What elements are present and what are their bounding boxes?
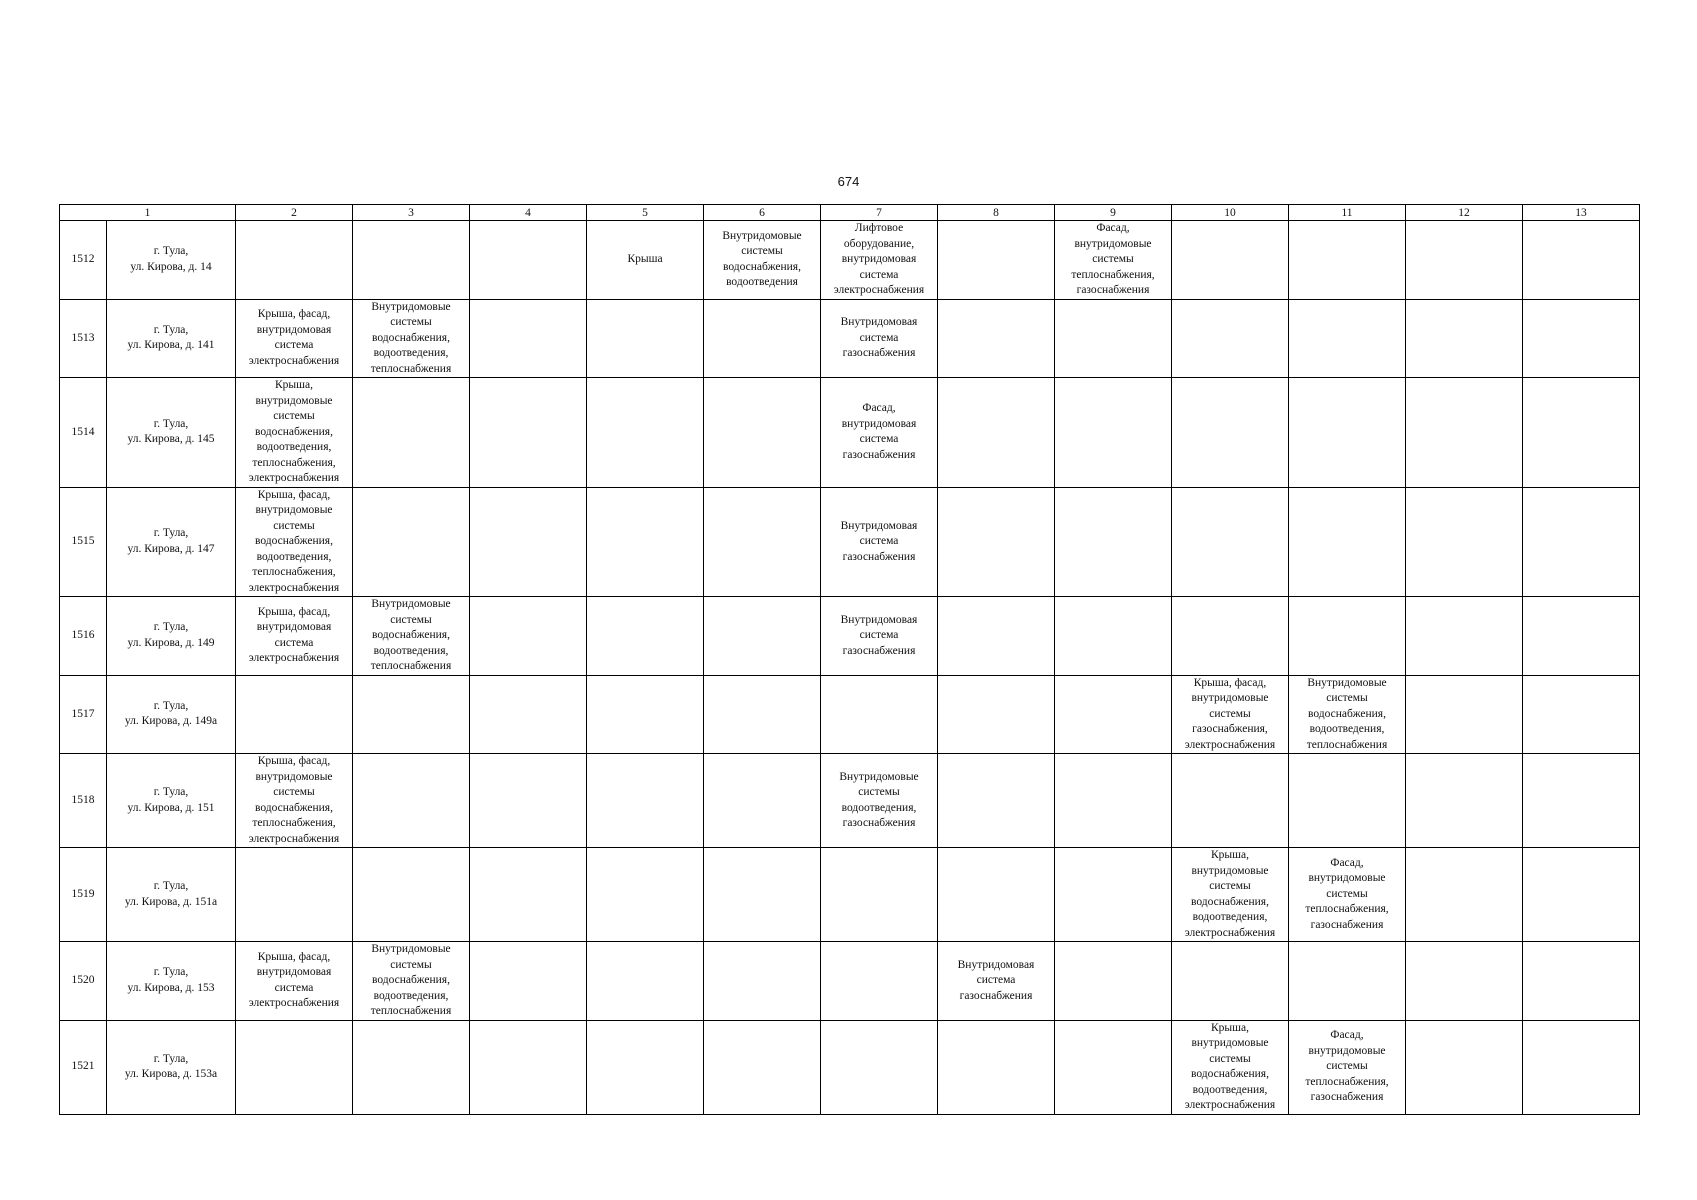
work-cell-col-11 bbox=[1289, 378, 1406, 488]
column-header: 8 bbox=[938, 205, 1055, 221]
column-header: 7 bbox=[821, 205, 938, 221]
header-row bbox=[60, 205, 1640, 221]
table-row bbox=[60, 848, 1640, 942]
work-cell-col-9 bbox=[1055, 848, 1172, 942]
work-cell-col-2: Крыша, фасад, внутридомовые системы водоснабжения, водоотведения, теплоснабжения, электроснабжения bbox=[236, 487, 353, 597]
work-cell-col-11 bbox=[1289, 754, 1406, 848]
work-cell-col-5 bbox=[587, 754, 704, 848]
work-cell-col-9 bbox=[1055, 1020, 1172, 1114]
work-cell-col-5 bbox=[587, 1020, 704, 1114]
address-cell: г. Тула, ул. Кирова, д. 151 bbox=[107, 754, 236, 848]
work-cell-col-13 bbox=[1523, 597, 1640, 676]
work-cell-col-11 bbox=[1289, 597, 1406, 676]
work-cell-col-12 bbox=[1406, 675, 1523, 754]
work-cell-col-2 bbox=[236, 221, 353, 300]
table-row bbox=[60, 754, 1640, 848]
column-header: 13 bbox=[1523, 205, 1640, 221]
work-cell-col-3 bbox=[353, 848, 470, 942]
work-cell-col-7 bbox=[821, 675, 938, 754]
column-header: 5 bbox=[587, 205, 704, 221]
work-cell-col-6: Внутридомовые системы водоснабжения, водоотведения bbox=[704, 221, 821, 300]
work-cell-col-2: Крыша, фасад, внутридомовая система электроснабжения bbox=[236, 597, 353, 676]
column-header: 4 bbox=[470, 205, 587, 221]
work-cell-col-9 bbox=[1055, 754, 1172, 848]
address-cell: г. Тула, ул. Кирова, д. 147 bbox=[107, 487, 236, 597]
work-cell-col-4 bbox=[470, 1020, 587, 1114]
work-cell-col-6 bbox=[704, 1020, 821, 1114]
work-cell-col-13 bbox=[1523, 942, 1640, 1021]
row-number-cell: 1517 bbox=[60, 675, 107, 754]
row-number-cell: 1520 bbox=[60, 942, 107, 1021]
column-header: 10 bbox=[1172, 205, 1289, 221]
work-cell-col-13 bbox=[1523, 299, 1640, 378]
work-cell-col-10 bbox=[1172, 299, 1289, 378]
work-cell-col-7: Лифтовое оборудование, внутридомовая система электроснабжения bbox=[821, 221, 938, 300]
table-row bbox=[60, 378, 1640, 488]
work-cell-col-2: Крыша, фасад, внутридомовая система электроснабжения bbox=[236, 942, 353, 1021]
work-cell-col-8: Внутридомовая система газоснабжения bbox=[938, 942, 1055, 1021]
table-row bbox=[60, 221, 1640, 300]
column-header: 6 bbox=[704, 205, 821, 221]
address-cell: г. Тула, ул. Кирова, д. 141 bbox=[107, 299, 236, 378]
work-cell-col-6 bbox=[704, 848, 821, 942]
work-cell-col-9 bbox=[1055, 942, 1172, 1021]
row-number-cell: 1515 bbox=[60, 487, 107, 597]
row-number-cell: 1521 bbox=[60, 1020, 107, 1114]
work-cell-col-3 bbox=[353, 675, 470, 754]
work-cell-col-8 bbox=[938, 378, 1055, 488]
work-cell-col-2 bbox=[236, 1020, 353, 1114]
address-cell: г. Тула, ул. Кирова, д. 153 bbox=[107, 942, 236, 1021]
work-cell-col-10 bbox=[1172, 597, 1289, 676]
work-cell-col-11 bbox=[1289, 487, 1406, 597]
address-cell: г. Тула, ул. Кирова, д. 151а bbox=[107, 848, 236, 942]
work-cell-col-12 bbox=[1406, 1020, 1523, 1114]
work-cell-col-12 bbox=[1406, 221, 1523, 300]
work-cell-col-12 bbox=[1406, 754, 1523, 848]
work-cell-col-7: Фасад, внутридомовая система газоснабжения bbox=[821, 378, 938, 488]
work-cell-col-6 bbox=[704, 378, 821, 488]
work-cell-col-4 bbox=[470, 487, 587, 597]
work-cell-col-2: Крыша, фасад, внутридомовые системы водоснабжения, теплоснабжения, электроснабжения bbox=[236, 754, 353, 848]
work-cell-col-8 bbox=[938, 675, 1055, 754]
table-row bbox=[60, 942, 1640, 1021]
work-cell-col-12 bbox=[1406, 378, 1523, 488]
row-number-cell: 1518 bbox=[60, 754, 107, 848]
work-cell-col-5 bbox=[587, 675, 704, 754]
work-cell-col-2 bbox=[236, 675, 353, 754]
work-cell-col-13 bbox=[1523, 848, 1640, 942]
table-row bbox=[60, 1020, 1640, 1114]
work-cell-col-9 bbox=[1055, 487, 1172, 597]
row-number-cell: 1514 bbox=[60, 378, 107, 488]
work-cell-col-11 bbox=[1289, 942, 1406, 1021]
work-cell-col-3 bbox=[353, 754, 470, 848]
work-cell-col-5 bbox=[587, 487, 704, 597]
work-cell-col-3 bbox=[353, 221, 470, 300]
table-row bbox=[60, 299, 1640, 378]
work-cell-col-12 bbox=[1406, 942, 1523, 1021]
work-cell-col-10 bbox=[1172, 754, 1289, 848]
work-cell-col-10 bbox=[1172, 221, 1289, 300]
work-cell-col-7: Внутридомовая система газоснабжения bbox=[821, 299, 938, 378]
work-cell-col-2 bbox=[236, 848, 353, 942]
work-cell-col-6 bbox=[704, 942, 821, 1021]
column-header: 9 bbox=[1055, 205, 1172, 221]
work-cell-col-13 bbox=[1523, 1020, 1640, 1114]
work-cell-col-8 bbox=[938, 221, 1055, 300]
address-cell: г. Тула, ул. Кирова, д. 149 bbox=[107, 597, 236, 676]
work-cell-col-5 bbox=[587, 378, 704, 488]
work-cell-col-7: Внутридомовая система газоснабжения bbox=[821, 597, 938, 676]
work-cell-col-4 bbox=[470, 378, 587, 488]
work-cell-col-7 bbox=[821, 1020, 938, 1114]
work-cell-col-8 bbox=[938, 754, 1055, 848]
row-number-cell: 1513 bbox=[60, 299, 107, 378]
work-cell-col-12 bbox=[1406, 299, 1523, 378]
work-cell-col-3 bbox=[353, 487, 470, 597]
work-cell-col-10 bbox=[1172, 378, 1289, 488]
work-cell-col-7 bbox=[821, 848, 938, 942]
work-cell-col-13 bbox=[1523, 675, 1640, 754]
work-cell-col-6 bbox=[704, 754, 821, 848]
work-cell-col-7 bbox=[821, 942, 938, 1021]
work-cell-col-13 bbox=[1523, 378, 1640, 488]
work-cell-col-8 bbox=[938, 1020, 1055, 1114]
work-cell-col-4 bbox=[470, 221, 587, 300]
work-cell-col-4 bbox=[470, 848, 587, 942]
work-cell-col-13 bbox=[1523, 754, 1640, 848]
table-row bbox=[60, 675, 1640, 754]
work-cell-col-13 bbox=[1523, 487, 1640, 597]
work-cell-col-4 bbox=[470, 675, 587, 754]
page-number: 674 bbox=[837, 174, 860, 189]
work-cell-col-10: Крыша, внутридомовые системы водоснабжения, водоотведения, электроснабжения bbox=[1172, 1020, 1289, 1114]
work-cell-col-9 bbox=[1055, 378, 1172, 488]
work-cell-col-4 bbox=[470, 597, 587, 676]
row-number-cell: 1519 bbox=[60, 848, 107, 942]
work-cell-col-6 bbox=[704, 597, 821, 676]
work-cell-col-6 bbox=[704, 675, 821, 754]
column-header: 11 bbox=[1289, 205, 1406, 221]
column-header: 12 bbox=[1406, 205, 1523, 221]
address-cell: г. Тула, ул. Кирова, д. 153а bbox=[107, 1020, 236, 1114]
address-cell: г. Тула, ул. Кирова, д. 145 bbox=[107, 378, 236, 488]
work-cell-col-4 bbox=[470, 299, 587, 378]
work-cell-col-3 bbox=[353, 378, 470, 488]
work-cell-col-13 bbox=[1523, 221, 1640, 300]
work-cell-col-8 bbox=[938, 597, 1055, 676]
work-cell-col-6 bbox=[704, 487, 821, 597]
work-cell-col-12 bbox=[1406, 848, 1523, 942]
work-cell-col-4 bbox=[470, 942, 587, 1021]
address-cell: г. Тула, ул. Кирова, д. 14 bbox=[107, 221, 236, 300]
work-cell-col-7: Внутридомовые системы водоотведения, газоснабжения bbox=[821, 754, 938, 848]
row-number-cell: 1516 bbox=[60, 597, 107, 676]
work-cell-col-3: Внутридомовые системы водоснабжения, водоотведения, теплоснабжения bbox=[353, 942, 470, 1021]
work-cell-col-4 bbox=[470, 754, 587, 848]
column-header: 2 bbox=[236, 205, 353, 221]
work-cell-col-8 bbox=[938, 848, 1055, 942]
work-cell-col-9 bbox=[1055, 597, 1172, 676]
work-cell-col-11: Фасад, внутридомовые системы теплоснабжения, газоснабжения bbox=[1289, 1020, 1406, 1114]
work-cell-col-6 bbox=[704, 299, 821, 378]
work-cell-col-2: Крыша, внутридомовые системы водоснабжения, водоотведения, теплоснабжения, электроснабжения bbox=[236, 378, 353, 488]
work-cell-col-11: Фасад, внутридомовые системы теплоснабжения, газоснабжения bbox=[1289, 848, 1406, 942]
work-cell-col-2: Крыша, фасад, внутридомовая система электроснабжения bbox=[236, 299, 353, 378]
work-cell-col-12 bbox=[1406, 597, 1523, 676]
works-schedule-table bbox=[59, 204, 1640, 1115]
work-cell-col-8 bbox=[938, 299, 1055, 378]
work-cell-col-9: Фасад, внутридомовые системы теплоснабжения, газоснабжения bbox=[1055, 221, 1172, 300]
work-cell-col-5 bbox=[587, 942, 704, 1021]
work-cell-col-9 bbox=[1055, 675, 1172, 754]
row-number-cell: 1512 bbox=[60, 221, 107, 300]
work-cell-col-5 bbox=[587, 597, 704, 676]
work-cell-col-5 bbox=[587, 848, 704, 942]
work-cell-col-3: Внутридомовые системы водоснабжения, водоотведения, теплоснабжения bbox=[353, 597, 470, 676]
work-cell-col-11 bbox=[1289, 299, 1406, 378]
work-cell-col-9 bbox=[1055, 299, 1172, 378]
column-header: 3 bbox=[353, 205, 470, 221]
column-header: 1 bbox=[60, 205, 236, 221]
work-cell-col-3 bbox=[353, 1020, 470, 1114]
work-cell-col-10: Крыша, внутридомовые системы водоснабжения, водоотведения, электроснабжения bbox=[1172, 848, 1289, 942]
work-cell-col-10: Крыша, фасад, внутридомовые системы газоснабжения, электроснабжения bbox=[1172, 675, 1289, 754]
address-cell: г. Тула, ул. Кирова, д. 149а bbox=[107, 675, 236, 754]
table-row bbox=[60, 487, 1640, 597]
work-cell-col-11: Внутридомовые системы водоснабжения, водоотведения, теплоснабжения bbox=[1289, 675, 1406, 754]
work-cell-col-8 bbox=[938, 487, 1055, 597]
work-cell-col-3: Внутридомовые системы водоснабжения, водоотведения, теплоснабжения bbox=[353, 299, 470, 378]
work-cell-col-10 bbox=[1172, 487, 1289, 597]
work-cell-col-5 bbox=[587, 299, 704, 378]
work-cell-col-10 bbox=[1172, 942, 1289, 1021]
table-row bbox=[60, 597, 1640, 676]
work-cell-col-7: Внутридомовая система газоснабжения bbox=[821, 487, 938, 597]
work-cell-col-11 bbox=[1289, 221, 1406, 300]
work-cell-col-5: Крыша bbox=[587, 221, 704, 300]
work-cell-col-12 bbox=[1406, 487, 1523, 597]
